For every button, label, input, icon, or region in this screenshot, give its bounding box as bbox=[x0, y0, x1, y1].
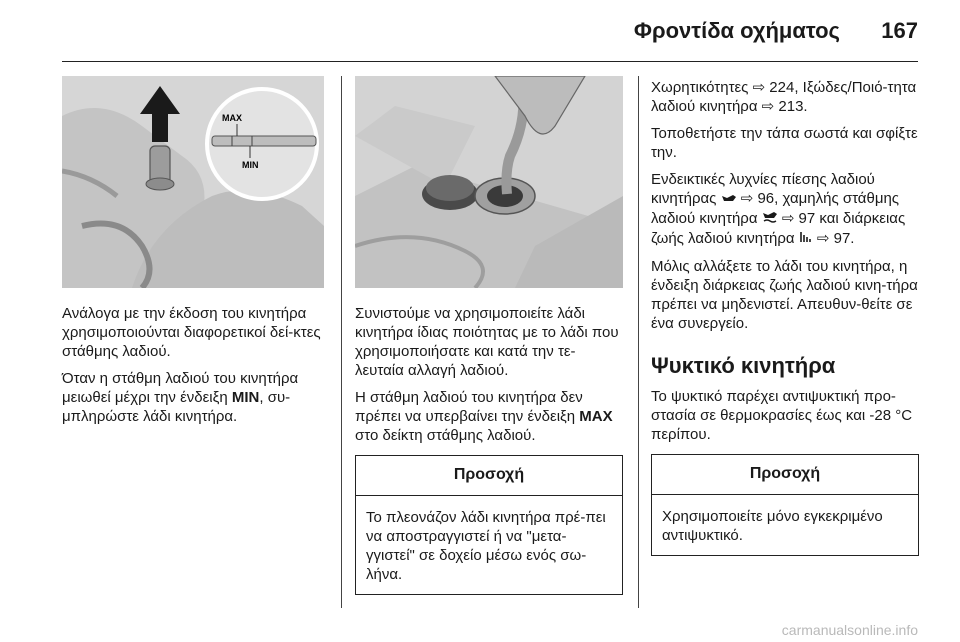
column-middle bbox=[355, 76, 623, 595]
text-run: ⇨ 97 και διάρκειας ζωής λαδιού κινητήρα bbox=[651, 210, 906, 247]
section-title: Φροντίδα οχήματος bbox=[633, 18, 840, 43]
paragraph: Ανάλογα με την έκδοση του κινητήρα χρησιμοποιούνται διαφορετικοί δεί-κτες στάθμης λαδιού. bbox=[62, 305, 321, 360]
page-header bbox=[0, 0, 960, 62]
oil-level-icon bbox=[762, 212, 778, 227]
caution-box bbox=[651, 454, 919, 556]
watermark: carmanualsonline.info bbox=[781, 622, 918, 638]
paragraph bbox=[62, 369, 324, 426]
oil-life-icon bbox=[799, 232, 813, 247]
page-number: 167 bbox=[881, 18, 918, 43]
oil-filling-illustration bbox=[355, 76, 623, 288]
paragraph: Συνιστούμε να χρησιμοποιείτε λάδι κινητήρα ίδιας ποιότητας με το λάδι που χρησιμοποιήσατε και κατά την τε-λευταία αλλαγή λαδιού. bbox=[355, 305, 619, 379]
text-run: Ενδεικτικές λυχνίες πίεσης λαδιού κινητήρας bbox=[651, 171, 875, 207]
text-run: Η στάθμη λαδιού του κινητήρα δεν πρέπει να υπερβαίνει την ένδειξη bbox=[355, 389, 583, 425]
min-label: MIN bbox=[242, 160, 259, 170]
caution-body: Χρησιμοποιείτε μόνο εγκεκριμένο αντιψυκτικό. bbox=[662, 508, 883, 544]
paragraph: Το ψυκτικό παρέχει αντιψυκτική προ-στασία σε θερμοκρασίες έως και -28 °C περίπου. bbox=[651, 388, 913, 443]
text-run: στο δείκτη στάθμης λαδιού. bbox=[355, 427, 536, 444]
oil-pressure-icon bbox=[721, 192, 737, 207]
dipstick-figure bbox=[62, 76, 324, 288]
paragraph bbox=[651, 170, 919, 249]
max-emphasis: MAX bbox=[579, 408, 613, 425]
column-right bbox=[651, 78, 919, 556]
text-run: Όταν η στάθμη λαδιού του κινητήρα μειωθεί μέχρι την ένδειξη bbox=[62, 370, 299, 406]
paragraph: Χωρητικότητες ⇨ 224, Ιξώδες/Ποιό-τητα λαδιού κινητήρα ⇨ 213. bbox=[651, 79, 917, 115]
text-run: , συ-μπληρώστε λάδι κινητήρα. bbox=[62, 389, 291, 425]
text-run: ⇨ 97. bbox=[812, 230, 855, 247]
oil-filling-figure bbox=[355, 76, 623, 288]
coolant-heading: Ψυκτικό κινητήρα bbox=[651, 353, 836, 378]
caution-body: Το πλεονάζον λάδι κινητήρα πρέ-πει να αποστραγγιστεί ή να "μετα-γγιστεί" σε δοχείο μέσω ενός σω-λήνα. bbox=[366, 509, 606, 583]
paragraph bbox=[355, 388, 623, 445]
dipstick-illustration bbox=[62, 76, 324, 288]
caution-box bbox=[355, 455, 623, 595]
min-emphasis: MIN bbox=[231, 389, 260, 406]
column-left bbox=[62, 76, 324, 434]
paragraph: Τοποθετήστε την τάπα σωστά και σφίξτε την. bbox=[651, 125, 918, 161]
paragraph: Μόλις αλλάξετε το λάδι του κινητήρα, η ένδειξη διάρκειας ζωής λαδιού κινη-τήρα πρέπει να μηδενιστεί. Απευθυν-θείτε σε ένα συνεργείο. bbox=[651, 258, 918, 332]
header-rule bbox=[62, 61, 918, 62]
caution-heading: Προσοχή bbox=[356, 456, 622, 496]
max-label: MAX bbox=[222, 113, 242, 123]
column-divider bbox=[638, 76, 639, 608]
text-run: ⇨ 96, χαμηλής στάθμης λαδιού κινητήρα bbox=[651, 190, 900, 227]
column-divider bbox=[341, 76, 342, 608]
caution-heading: Προσοχή bbox=[652, 455, 918, 495]
